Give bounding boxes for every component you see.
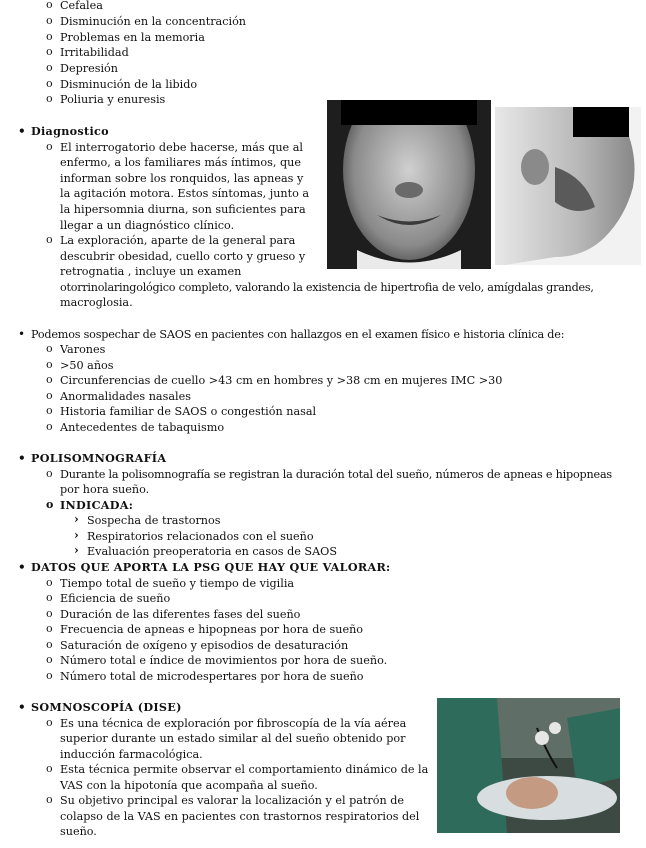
list-item: o Cefalea <box>60 0 103 14</box>
patient-face-front-photo <box>327 100 491 269</box>
text-line: inducción farmacológica. <box>60 748 203 761</box>
text-line: o Es una técnica de exploración por fibroscopía de la vía aérea <box>60 716 406 732</box>
list-item: o Disminución de la libido <box>60 77 197 93</box>
list-item: o Problemas en la memoria <box>60 30 205 46</box>
text-line: colapso de la VAS en pacientes con trastornos respiratorios del <box>60 810 420 823</box>
dise-procedure-photo <box>437 698 620 833</box>
text-line: la hipersomnia diurna, son suficientes para <box>60 203 306 216</box>
text-line: la agitación motora. Estos síntomas, junto a <box>60 187 310 200</box>
list-item: o Poliuria y enuresis <box>60 92 165 108</box>
section-title-datos-psg: • DATOS QUE APORTA LA PSG QUE HAY QUE VALORAR: <box>31 560 390 576</box>
sospecha-intro: • Podemos sospechar de SAOS en pacientes con hallazgos en el examen físico e historia clínica de: <box>31 327 564 343</box>
list-item: o Saturación de oxígeno y episodios de desaturación <box>60 638 348 654</box>
text-line: macroglosia. <box>60 296 133 309</box>
text-line: superior durante un estado similar al del sueño obtenido por <box>60 732 406 745</box>
indicada-title: o INDICADA: <box>60 498 133 514</box>
text-line: sueño. <box>60 825 97 838</box>
text-line: llegar a un diagnóstico clínico. <box>60 219 235 232</box>
text-line: o La exploración, aparte de la general para <box>60 233 295 249</box>
list-item: o Varones <box>60 342 105 358</box>
section-title-diagnostico: • Diagnostico <box>31 124 109 140</box>
text-line: o Su objetivo principal es valorar la localización y el patrón de <box>60 793 404 809</box>
text-line: o Esta técnica permite observar el comportamiento dinámico de la <box>60 762 428 778</box>
list-item: o Duración de las diferentes fases del sueño <box>60 607 300 623</box>
text-line: o El interrogatorio debe hacerse, más que al <box>60 140 303 156</box>
list-item: o Eficiencia de sueño <box>60 591 170 607</box>
list-item: o Anormalidades nasales <box>60 389 191 405</box>
list-item: o Antecedentes de tabaquismo <box>60 420 224 436</box>
section-title-somnoscopia: • SOMNOSCOPÍA (DISE) <box>31 700 182 716</box>
list-item: o >50 años <box>60 358 114 374</box>
list-item: o Número total de microdespertares por hora de sueño <box>60 669 364 685</box>
list-item: o Historia familiar de SAOS o congestión nasal <box>60 404 316 420</box>
text-line: VAS con la hipotonía que acompaña al sueño. <box>60 779 318 792</box>
list-item: › Sospecha de trastornos <box>87 513 220 529</box>
list-item: o Circunferencias de cuello >43 cm en hombres y >38 cm en mujeres IMC >30 <box>60 373 502 389</box>
text-line: descubrir obesidad, cuello corto y grueso y <box>60 250 306 263</box>
text-line: otorrinolaringológico completo, valorando la existencia de hipertrofia de velo, amígdalas grandes, <box>60 281 594 294</box>
text-line: retrognatia , incluye un examen <box>60 265 242 278</box>
list-item: › Respiratorios relacionados con el sueño <box>87 529 314 545</box>
patient-face-profile-photo <box>495 107 641 265</box>
text-line: o Durante la polisomnografía se registran la duración total del sueño, números de apneas e hipopneas <box>60 467 612 483</box>
list-item: o Tiempo total de sueño y tiempo de vigilia <box>60 576 294 592</box>
list-item: o Irritabilidad <box>60 45 129 61</box>
text-line: por hora sueño. <box>60 483 150 496</box>
section-title-polisomnografia: • POLISOMNOGRAFÍA <box>31 451 166 467</box>
list-item: o Disminución en la concentración <box>60 14 246 30</box>
list-item: o Depresión <box>60 61 118 77</box>
text-line: enfermo, a los familiares más íntimos, que <box>60 156 301 169</box>
list-item: o Frecuencia de apneas e hipopneas por hora de sueño <box>60 622 363 638</box>
list-item: o Número total e índice de movimientos por hora de sueño. <box>60 653 387 669</box>
list-item: › Evaluación preoperatoria en casos de SAOS <box>87 544 337 560</box>
text-line: informan sobre los ronquidos, las apneas y <box>60 172 304 185</box>
